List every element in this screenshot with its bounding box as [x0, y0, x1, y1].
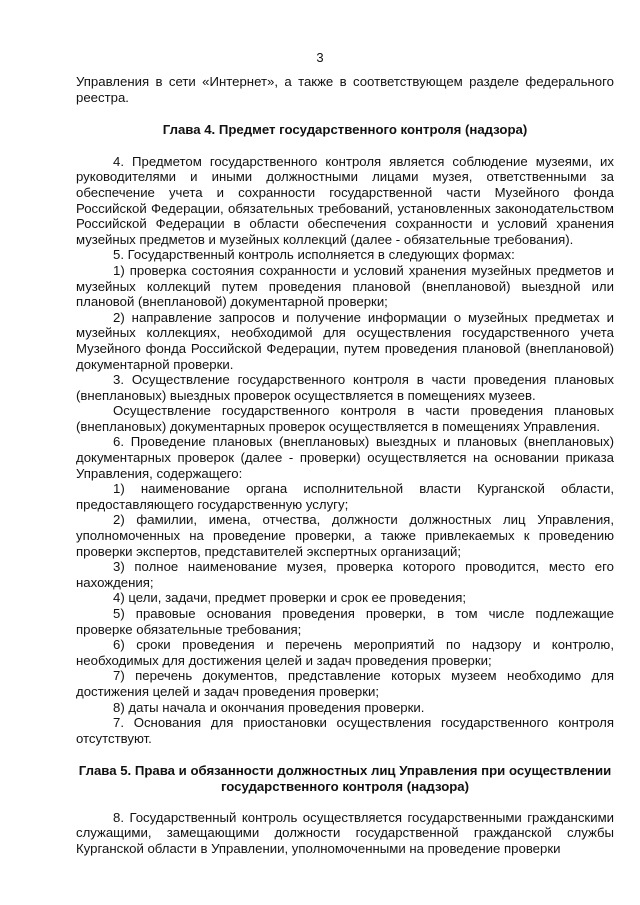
list-item: 1) проверка состояния сохранности и условий хранения музейных предметов и музейных коллекций путем проведения плановой (внеплановой) выездной или плановой (внеплановой) документарной проверки;	[76, 262, 614, 310]
list-item: 1) наименование органа исполнительной власти Курганской области, предоставляющего государственную услугу;	[76, 481, 614, 512]
list-item: 4) цели, задачи, предмет проверки и срок ее проведения;	[113, 590, 467, 606]
page-number: 3	[316, 50, 324, 65]
list-item: 7) перечень документов, представление которых музеем необходимо для достижения целей и задач проведения проверки;	[76, 668, 614, 699]
paragraph: 5. Государственный контроль исполняется в следующих формах:	[113, 247, 515, 263]
chapter-4-heading-block	[76, 122, 614, 138]
intro-paragraph: Управления в сети «Интернет», а также в соответствующем разделе федерального реестра.	[76, 74, 614, 105]
list-item: 5) правовые основания проведения проверки, в том числе подлежащие проверке обязательные требования;	[76, 606, 614, 637]
chapter-5-heading-line-2: государственного контроля (надзора)	[220, 778, 470, 794]
paragraph: Осуществление государственного контроля в части проведения плановых (внеплановых) документарных проверок осуществляется в помещениях Управления.	[76, 403, 614, 434]
list-item: 6) сроки проведения и перечень мероприятий по надзору и контролю, необходимых для достижения целей и задач проведения проверки;	[76, 637, 614, 668]
chapter-4-heading: Глава 4. Предмет государственного контроля (надзора)	[162, 122, 528, 138]
list-item: 3) полное наименование музея, проверка которого проводится, место его нахождения;	[76, 559, 614, 590]
list-item: 2) фамилии, имена, отчества, должности должностных лиц Управления, уполномоченных на проведение проверки, а также привлекаемых к проведению проверки экспертов, представителей экспертных организаций;	[76, 512, 614, 559]
paragraph: 6. Проведение плановых (внеплановых) выездных и плановых (внеплановых) документарных проверок (далее - проверки) осуществляется на основании приказа Управления, содержащего:	[76, 434, 614, 481]
chapter-5-heading-block	[76, 763, 614, 794]
document-body	[76, 74, 614, 856]
paragraph: 7. Основания для приостановки осуществления государственного контроля отсутствуют.	[76, 715, 614, 746]
paragraph: 3. Осуществление государственного контроля в части проведения плановых (внеплановых) выездных проверок осуществляется в помещениях музеев.	[76, 372, 614, 403]
list-item: 8) даты начала и окончания проведения проверки.	[113, 699, 425, 715]
chapter-5-heading-line-1: Глава 5. Права и обязанности должностных лиц Управления при осуществлении	[78, 763, 612, 779]
paragraph: 4. Предметом государственного контроля является соблюдение музеями, их руководителями и иными должностными лицами музея, ответственными за обеспечение учета и сохранности государственной части Музейного фонда Российской Федерации, обязательных требований, установленных законодательством Российской Федерации в области обеспечения сохранности и условий хранения музейных предметов и музейных коллекций (далее - обязательные требования).	[76, 153, 614, 247]
list-item: 2) направление запросов и получение информации о музейных предметах и музейных коллекциях, необходимой для осуществления государственного учета Музейного фонда Российской Федерации, путем проведения плановой (внеплановой) документарной проверки.	[76, 309, 614, 372]
paragraph: 8. Государственный контроль осуществляется государственными гражданскими служащими, замещающими должности государственной гражданской службы Курганской области в Управлении, уполномоченными на проведение проверки	[76, 809, 614, 856]
